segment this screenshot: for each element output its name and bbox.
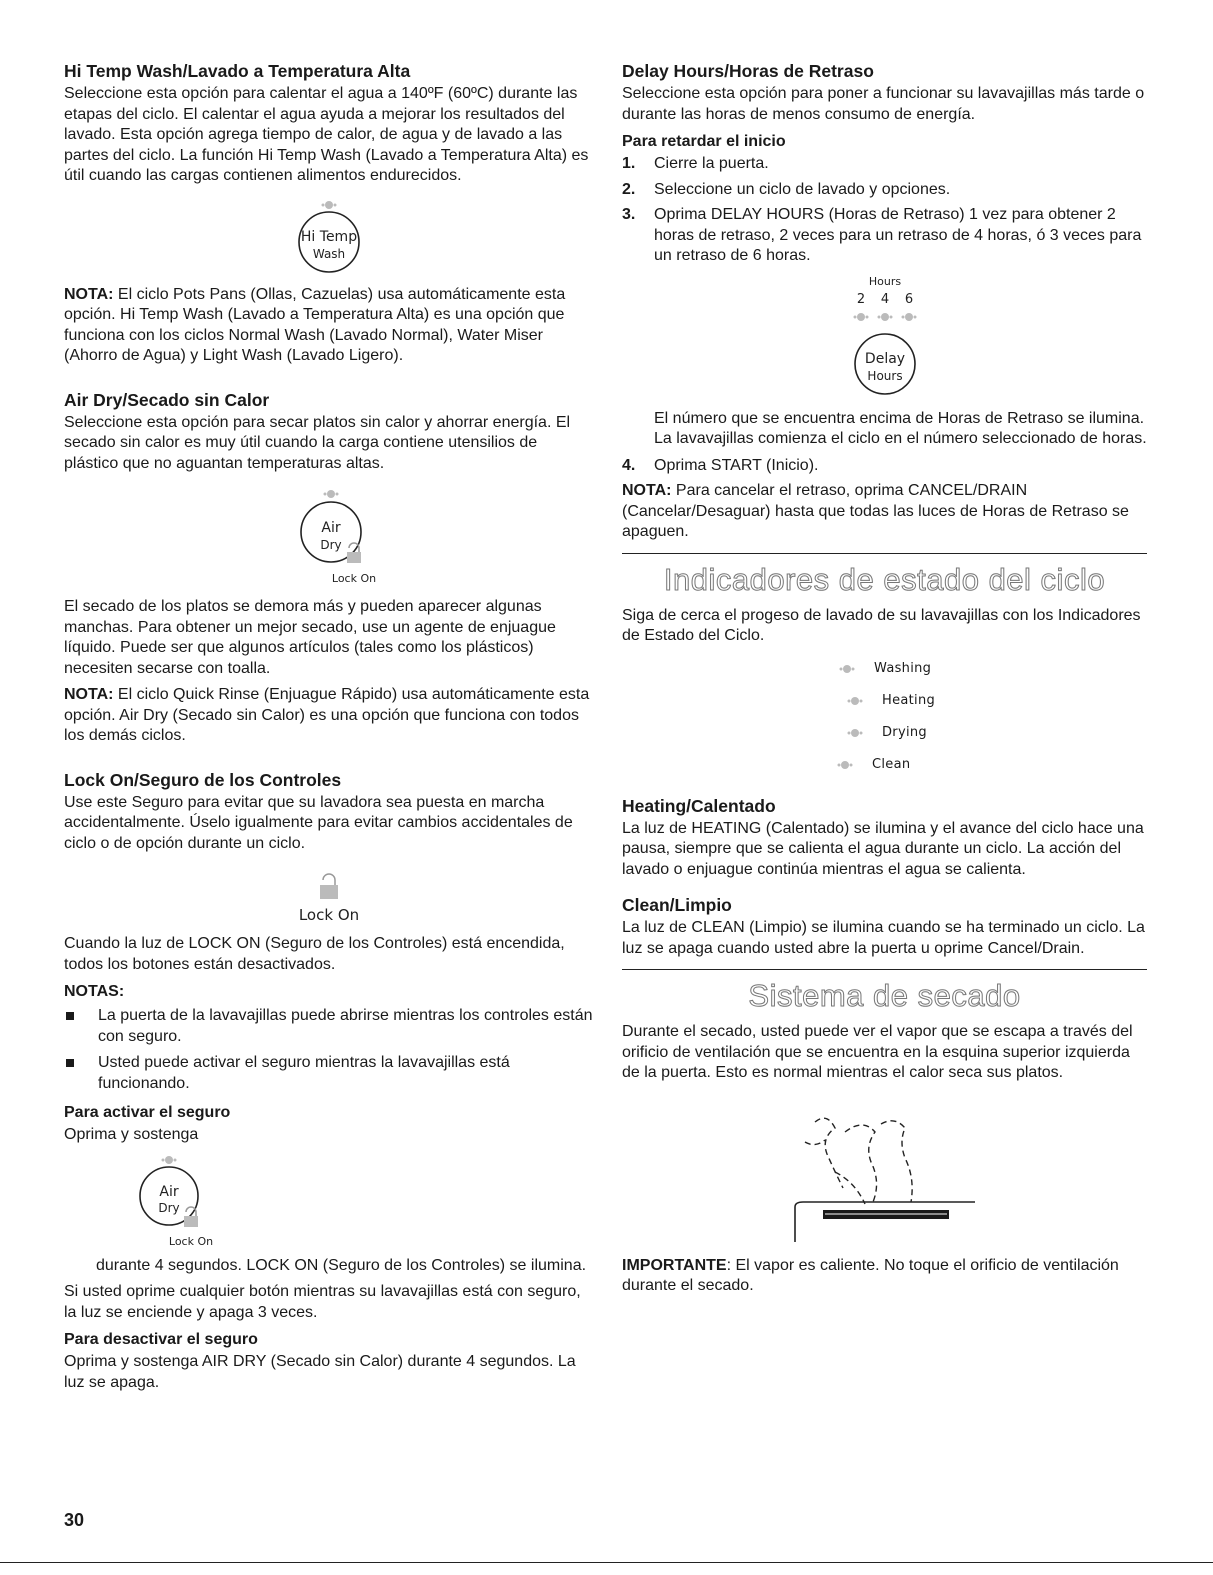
- padlock-icon: [184, 1207, 198, 1227]
- led-indicator-icon: [840, 727, 870, 739]
- delay-section: [622, 60, 1147, 543]
- list-item: [622, 154, 1147, 175]
- activate-heading: Para activar el seguro: [64, 1104, 231, 1121]
- hitemp-section: [64, 60, 594, 367]
- step-number: 1.: [622, 155, 636, 172]
- lockon-note-1: La puerta de la lavavajillas puede abrirse mientras los controles están con seguro.: [98, 1007, 593, 1045]
- status-label: Washing: [874, 661, 932, 676]
- heating-section: [622, 795, 1147, 881]
- activate-icon-caption: Lock On: [168, 1234, 214, 1248]
- lockon-notes-heading: NOTAS:: [64, 983, 125, 1000]
- led-indicator-icon: [322, 201, 337, 209]
- led-indicator-icon: [832, 663, 862, 675]
- activate-after: durante 4 segundos. LOCK ON (Seguro de los Controles) se ilumina.: [96, 1256, 587, 1274]
- status-indicator-washing: [622, 653, 1147, 685]
- hitemp-note-label: NOTA:: [64, 285, 114, 303]
- lockon-note-2: Usted puede activar el seguro mientras la lavavajillas está funcionando.: [98, 1054, 510, 1092]
- status-title: Indicadores de estado del ciclo: [663, 561, 1106, 597]
- lockon-indicator-icon: [64, 862, 594, 924]
- led-indicator-icon: [830, 759, 860, 771]
- divider: [622, 553, 1147, 554]
- delay-note-text: Para cancelar el retraso, oprima CANCEL/DRAIN (Cancelar/Desaguar) hasta que todas las luces de Horas de Retraso se apaguen.: [622, 482, 1129, 540]
- airdry-note-text: El ciclo Quick Rinse (Enjuague Rápido) usa automáticamente esta opción. Air Dry (Secado sin Calor) es una opción que funciona con todos los demás ciclos.: [64, 686, 590, 744]
- delay-after-icon: El número que se encuentra encima de Horas de Retraso se ilumina. La lavavajillas comienza el ciclo en el número seleccionado de horas.: [654, 409, 1147, 447]
- hours-value-2: 2: [856, 291, 865, 307]
- bottom-divider: [0, 1562, 1213, 1563]
- delay-step-4: [622, 456, 1147, 477]
- delay-button-icon: [622, 273, 1147, 401]
- delay-note-label: NOTA:: [622, 482, 672, 499]
- status-indicator-list: [622, 653, 1147, 781]
- step-text: Seleccione un ciclo de lavado y opciones.: [654, 180, 951, 198]
- led-indicator-icon: [853, 313, 916, 321]
- list-item: [64, 1006, 594, 1047]
- delay-note: [622, 481, 1147, 543]
- lockon-icon-caption: Lock On: [298, 906, 360, 924]
- led-indicator-icon: [324, 490, 339, 498]
- activate-icon-line2: Dry: [158, 1200, 180, 1215]
- airdry-icon-line1: Air: [321, 520, 341, 536]
- steam-vent-icon: [622, 1102, 1147, 1242]
- blink-text: Si usted oprime cualquier botón mientras su lavavajillas está con seguro, la luz se enciende y apaga 3 veces.: [64, 1283, 581, 1321]
- deactivate-text: Oprima y sostenga AIR DRY (Secado sin Calor) durante 4 segundos. La luz se apaga.: [64, 1353, 576, 1391]
- important-note: [622, 1256, 1147, 1297]
- activate-text: Oprima y sostenga: [64, 1126, 199, 1143]
- hours-value-6: 6: [904, 291, 913, 307]
- led-indicator-icon: [162, 1156, 177, 1164]
- lockon-notes-list: [64, 1006, 594, 1094]
- airdry-icon-line2: Dry: [320, 538, 342, 552]
- hitemp-icon-line1: Hi Temp: [300, 228, 358, 245]
- status-indicator-heating: [622, 685, 1147, 717]
- page-number: 30: [64, 1510, 85, 1530]
- divider: [622, 969, 1147, 970]
- clean-heading: Clean/Limpio: [622, 895, 732, 915]
- hitemp-note: [64, 285, 594, 367]
- status-label: Drying: [882, 725, 927, 740]
- drying-section: [622, 978, 1147, 1297]
- step-number: 4.: [622, 456, 636, 474]
- step-text: Oprima DELAY HOURS (Horas de Retraso) 1 vez para obtener 2 horas de retraso, 2 veces para un retraso de 4 horas, ó 3 veces para un retraso de 6 horas.: [654, 206, 1142, 264]
- step-text: Oprima START (Inicio).: [654, 456, 819, 474]
- step-text: Cierre la puerta.: [654, 155, 769, 172]
- hours-label: Hours: [868, 274, 901, 288]
- delay-body: Seleccione esta opción para poner a funcionar su lavavajillas más tarde o durante las horas de menos consumo de energía.: [622, 85, 1145, 123]
- lockon-body2: Cuando la luz de LOCK ON (Seguro de los Controles) está encendida, todos los botones están desactivados.: [64, 935, 565, 973]
- step-number: 3.: [622, 206, 636, 223]
- left-column: [64, 60, 594, 1393]
- hitemp-heading: Hi Temp Wash/Lavado a Temperatura Alta: [64, 61, 411, 81]
- airdry-heading: Air Dry/Secado sin Calor: [64, 389, 270, 410]
- clean-section: [622, 894, 1147, 959]
- status-body: Siga de cerca el progeso de lavado de su lavavajillas con los Indicadores de Estado del Ciclo.: [622, 606, 1141, 644]
- airdry-body: Seleccione esta opción para secar platos sin calor y ahorrar energía. El secado sin calor es muy útil cuando la carga contiene utensilios de plástico que no aguantan temperaturas altas.: [64, 413, 571, 472]
- airdry-note-label: NOTA:: [64, 686, 114, 703]
- airdry-body2: El secado de los platos se demora más y pueden aparecer algunas manchas. Para obtener un mejor secado, use un agente de enjuague líquido. Puede ser que algunos artículos (tales como los plásticos) necesiten secarse con toalla.: [64, 598, 556, 677]
- delay-icon-line2: Hours: [866, 368, 903, 383]
- lockon-body: Use este Seguro para evitar que su lavadora sea puesta en marcha accidentalmente. Úselo igualmente para evitar cambios accidentales de ciclo o de opción durante un ciclo.: [64, 793, 573, 852]
- hitemp-icon-line2: Wash: [312, 246, 346, 261]
- airdry-icon-caption: Lock On: [331, 572, 377, 585]
- delay-subheading: Para retardar el inicio: [622, 133, 786, 150]
- status-indicator-clean: [622, 749, 1147, 781]
- list-item: [64, 1053, 594, 1094]
- hours-value-4: 4: [880, 291, 889, 307]
- hitemp-note-text: El ciclo Pots Pans (Ollas, Cazuelas) usa automáticamente esta opción. Hi Temp Wash (Lavado a Temperatura Alta) es una opción que funciona con los ciclos Normal Wash (Lavado Normal), Water Miser (Ahorro de Agua) y Light Wash (Lavado Ligero).: [64, 285, 566, 364]
- drying-body: Durante el secado, usted puede ver el vapor que se escapa a través del orificio de ventilación que se encuentra en la esquina superior izquierda de la puerta. Esto es normal mientras el calor seca sus platos.: [622, 1023, 1133, 1081]
- status-indicator-drying: [622, 717, 1147, 749]
- delay-icon-line1: Delay: [864, 350, 905, 367]
- heating-heading: Heating/Calentado: [622, 795, 776, 816]
- activate-icon-line1: Air: [159, 1183, 179, 1200]
- activate-airdry-icon: [64, 1150, 594, 1250]
- deactivate-heading: Para desactivar el seguro: [64, 1331, 258, 1348]
- important-text: : El vapor es caliente. No toque el orificio de ventilación durante el secado.: [622, 1256, 1119, 1294]
- hitemp-button-icon: [64, 195, 594, 275]
- lockon-heading: Lock On/Seguro de los Controles: [64, 769, 342, 790]
- heating-body: La luz de HEATING (Calentado) se ilumina y el avance del ciclo hace una pausa, siempre que se calienta el agua durante un ciclo. La acción del lavado o enjuague continúa mientras el agua se calienta.: [622, 819, 1144, 878]
- lockon-section: [64, 769, 594, 1394]
- list-item: [622, 180, 1147, 201]
- right-column: [622, 60, 1147, 1297]
- delay-heading: Delay Hours/Horas de Retraso: [622, 61, 874, 81]
- status-label: Heating: [882, 693, 936, 708]
- padlock-icon: [320, 874, 338, 899]
- airdry-button-icon: [64, 482, 594, 587]
- drying-title: Sistema de secado: [748, 978, 1021, 1013]
- status-label: Clean: [872, 757, 911, 772]
- list-item: [622, 205, 1147, 267]
- clean-body: La luz de CLEAN (Limpio) se ilumina cuando se ha terminado un ciclo. La luz se apaga cuando usted abre la puerta u oprime Cancel/Drain.: [622, 919, 1145, 957]
- important-label: IMPORTANTE: [622, 1256, 727, 1274]
- status-section: [622, 562, 1147, 781]
- led-indicator-icon: [840, 695, 870, 707]
- airdry-note: [64, 685, 594, 747]
- airdry-section: [64, 389, 594, 747]
- hitemp-body: Seleccione esta opción para calentar el agua a 140ºF (60ºC) durante las etapas del ciclo. El calentar el agua ayuda a mejorar los resultados del lavado. Esta opción agrega tiempo de calor, de agua y de lavado a las partes del ciclo. La función Hi Temp Wash (Lavado a Temperatura Alta) es útil cuando las cargas contienen alimentos endurecidos.: [64, 85, 589, 184]
- list-item: [622, 456, 1147, 477]
- step-number: 2.: [622, 180, 636, 198]
- delay-steps: [622, 154, 1147, 267]
- padlock-icon: [347, 543, 361, 563]
